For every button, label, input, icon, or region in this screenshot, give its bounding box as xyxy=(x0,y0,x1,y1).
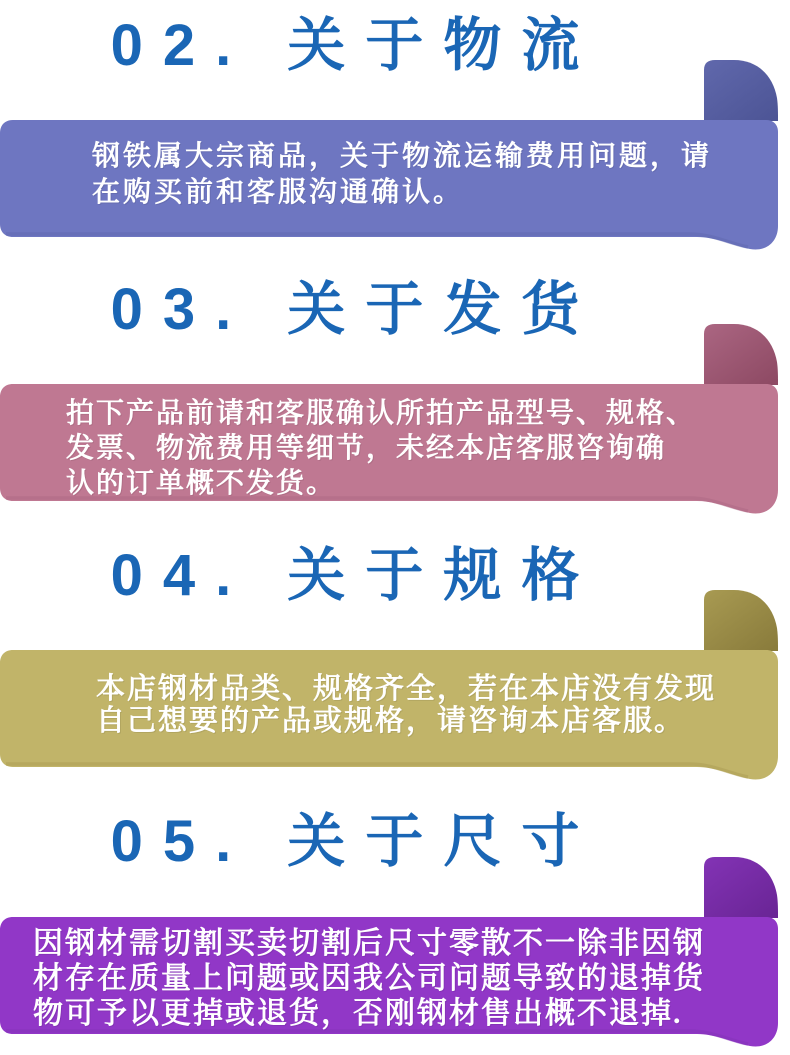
ribbon-fold xyxy=(704,857,778,918)
banner-text-line: 本店钢材品类、规格齐全，若在本店没有发现 xyxy=(96,673,717,706)
banner-text-line: 拍下产品前请和客服确认所拍产品型号、规格、 xyxy=(66,398,697,430)
banner-text xyxy=(0,120,790,211)
faq-section-logistics xyxy=(0,8,790,238)
ribbon-fold xyxy=(704,60,778,121)
banner-text-line: 发票、物流费用等细节，未经本店客服咨询确 xyxy=(66,433,667,465)
banner-text-line: 因钢材需切割买卖切割后尺寸零散不一除非因钢 xyxy=(33,926,705,960)
banner-text-line: 物可予以更掉或退货，否刚钢材售出概不退掉. xyxy=(33,996,683,1030)
ribbon-banner xyxy=(0,917,790,1035)
banner-text-line: 在购买前和客服沟通确认。 xyxy=(92,177,465,209)
ribbon-fold xyxy=(704,324,778,385)
banner-text xyxy=(0,384,790,501)
ribbon-banner xyxy=(0,650,790,768)
banner-text xyxy=(0,650,790,737)
faq-section-shipping xyxy=(0,272,790,502)
section-heading-text: 02. 关于物流 xyxy=(110,13,600,78)
banner-text-line: 材存在质量上问题或因我公司问题导致的退掉货 xyxy=(33,961,705,995)
section-heading-text: 04. 关于规格 xyxy=(110,543,600,609)
section-heading-text: 03. 关于发货 xyxy=(110,277,600,343)
banner-text-line: 认的订单概不发货。 xyxy=(66,468,337,500)
faq-section-specifications xyxy=(0,538,790,768)
faq-section-dimensions xyxy=(0,804,790,1034)
ribbon-fold xyxy=(704,590,778,651)
ribbon-banner xyxy=(0,120,790,238)
banner-text-line: 自己想要的产品或规格，请咨询本店客服。 xyxy=(96,705,686,738)
section-heading-text: 05. 关于尺寸 xyxy=(110,809,600,875)
ribbon-banner xyxy=(0,384,790,502)
banner-text xyxy=(0,917,790,1031)
banner-text-line: 钢铁属大宗商品，关于物流运输费用问题，请 xyxy=(92,141,713,173)
